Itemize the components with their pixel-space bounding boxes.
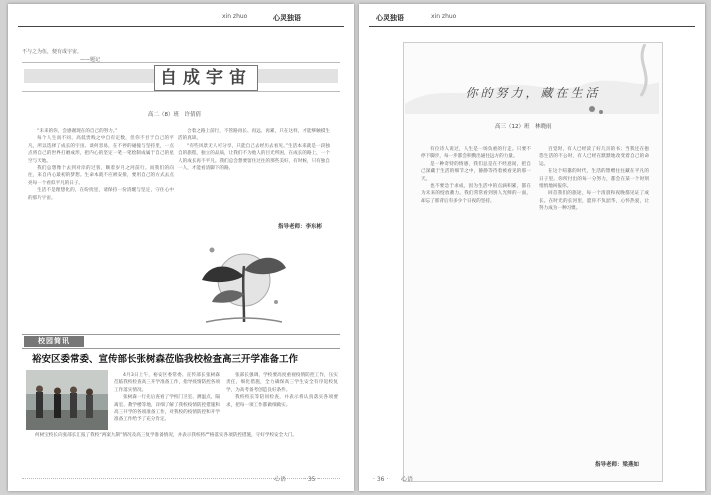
news-column-1: 4月3日上午，裕安区委常委、宣传部长张树森莅临我校检查高三开学准备工作，指导疫情防控各项工作落实情况。 张树森一行先后查看了学校门卫室、测温点、隔离室、教学楼等地，详细了解了我校疫情防控措施和高三开学的各项准备工作，对我校的疫情防控和开学准备工作给予了充分肯定。 xyxy=(114,373,220,423)
page-number: · 36 · xyxy=(373,476,389,483)
right-page xyxy=(359,4,705,491)
news-column-2: 张部长强调，学校要高度重视疫情防控工作，压实责任，细化措施，全力确保高三学生安全有序返校复学，为高考备考创造良好条件。 我校校长等陪同检查，并表示将认真落实各项要求，把每一项工作都做细做实。 xyxy=(226,373,338,408)
news-photo xyxy=(26,370,108,430)
article-column-2: 百觉时，有人已经读了好几页的书；当我还在抱怨生活的不公时，有人已经在默默地改变着自己的命运。 在这个喧嚣的时代，生活的馈赠往往藏在平凡的日子里。你所付出的每一分努力，都会在某一个时刻悄悄地回报你。 回首我们的旅途，每一个清晨和夜晚都见证了成长。在时光的长河里，愿你不负韶华，心怀热爱，让努力成为一种习惯。 xyxy=(539,147,649,212)
ornament-dot xyxy=(589,106,595,112)
header-pinyin: xin zhuo xyxy=(222,13,248,20)
footer-rule xyxy=(22,478,340,479)
header-rule xyxy=(18,26,344,27)
campus-news-bar xyxy=(22,334,340,349)
header-title: 心灵独语 xyxy=(273,14,301,22)
article-byline: 高三（12）班 林晓雨 xyxy=(495,124,552,130)
campus-news-tag: 校园简讯 xyxy=(24,336,84,347)
footer-mark: 心语 xyxy=(274,476,287,483)
article-title: 自成宇宙 xyxy=(154,65,258,91)
advisor-credit: 指导老师：李东彬 xyxy=(278,224,323,230)
article-title-banner xyxy=(22,62,340,92)
article-byline: 高二（8）班 许倩倩 xyxy=(148,112,201,118)
header-pinyin: xin zhuo xyxy=(431,13,457,20)
header-rule xyxy=(369,26,695,27)
epigraph-text: 不与之为伍，便有成宇宙。 xyxy=(22,49,83,55)
article-column-2: 合着之路上前行，不管路再长、再远、再累，只在这样，才能够触摸生活的真谛。 “有些风景无人可分享，只能自己去经历去看见。”生活本来就是一段独自的旅程，独立的品质，让我们不为他人的目光所困，在成长的路上，一个人的成长再不平凡。我们总会想要留住过往的那些美好，有时候，只有独自一人，才能看清脚下的路。 xyxy=(178,129,330,172)
ink-wash-decoration xyxy=(405,44,659,114)
sprout-illustration xyxy=(186,236,296,328)
advisor-credit: 指导老师：梁燕如 xyxy=(595,462,640,468)
article-title: 你的努力，藏在生活 xyxy=(465,86,601,100)
article-column-1: 有位诗人说过，人生是一场负重的行走。只要不停下脚步，每一步都会积攒出通往远方的力量。 是一种奇特的情感，我们总是在不经意间，把自己深藏于生活的细节之中，静静等待着被看见的那一天。 也不要急于求成，因为生活中的点滴积累，都在为未来的绽放蓄力。我们常常看到别人光鲜的一面，却忘了那背后有多少个日夜的坚持。 xyxy=(421,147,531,204)
news-bottom-text: 何树宝校长向张部长汇报了我校“两案九制”情况及高三复学准备情况，并表示我校将严格落实各项防控措施，守好学校安全大门。 xyxy=(35,433,298,438)
footer-mark: 心语 xyxy=(401,476,414,483)
news-headline: 裕安区委常委、宣传部长张树森莅临我校检查高三开学准备工作 xyxy=(32,354,299,365)
article-column-1: “未来的你，会感谢现在的自己的努力。” 每个人生而不同，高低贵贱之中自有定数，但你不甘于自己的平凡，所以选择了成长的宇宙。谈何容易，在不停的碰撞与坚持里，一点点将自己的世界打磨成形，把内心的坚定一笔一笔绘制成属于自己的星空与天地。 我们总想像个去到对岸的过客，顺着岁月之河前行。而我们的向往，来自内心最初的梦想。生命本就不应被安排，要用自己的方式去点亮每一个看似平凡的日子。 生活不是理想化的，在纷扰里，请保持一份清醒与坚定，守住心中的那片宇宙。 xyxy=(28,129,174,201)
epigraph-source: ——题记 xyxy=(79,57,100,63)
left-page xyxy=(8,4,354,491)
page-number: · 35 · xyxy=(304,476,320,483)
header-title: 心灵独语 xyxy=(376,14,404,22)
ornament-dot xyxy=(599,110,603,114)
